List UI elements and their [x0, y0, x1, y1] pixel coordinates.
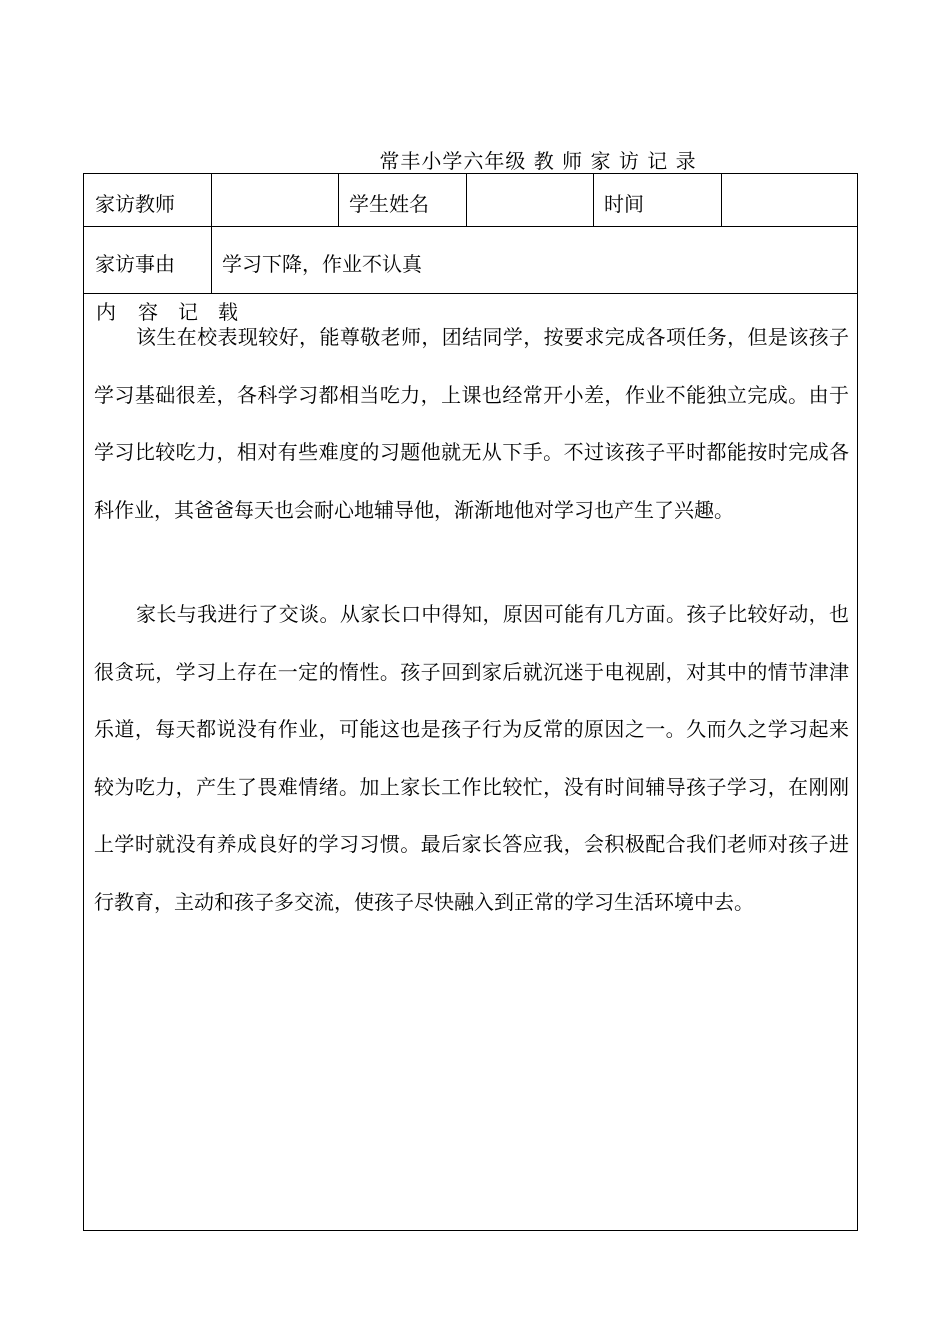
content-paragraph-2: 家长与我进行了交谈。从家长口中得知，原因可能有几方面。孩子比较好动，也很贪玩，学习上存在一定的惰性。孩子回到家后就沉迷于电视剧，对其中的情节津津乐道，每天都说没有作业，可能这也是孩子行为反常的原因之一。久而久之学习起来较为吃力，产生了畏难情绪。加上家长工作比较忙，没有时间辅导孩子学习，在刚刚上学时就没有养成良好的学习习惯。最后家长答应我，会积极配合我们老师对孩子进行教育，主动和孩子多交流，使孩子尽快融入到正常的学习生活环境中去。 — [94, 602, 849, 914]
reason-col-divider — [211, 226, 212, 293]
col-divider-5 — [721, 174, 722, 226]
reason-value: 学习下降，作业不认真 — [222, 252, 422, 276]
col-divider-2 — [338, 174, 339, 226]
row-divider-2 — [84, 293, 857, 294]
reason-label: 家访事由 — [95, 252, 175, 276]
content-label-char: 内 — [96, 300, 116, 324]
col-divider-3 — [466, 174, 467, 226]
col-divider-4 — [593, 174, 594, 226]
content-label-char: 记 — [178, 300, 198, 324]
row-divider-1 — [84, 226, 857, 227]
content-label-char: 容 — [138, 300, 158, 324]
document-title: 常丰小学六年级 教 师 家 访 记 录 — [379, 149, 697, 173]
time-label: 时间 — [604, 192, 644, 216]
teacher-label: 家访教师 — [95, 192, 175, 216]
visit-record-table — [83, 173, 858, 1231]
content-label-char: 载 — [218, 300, 238, 324]
student-name-label: 学生姓名 — [349, 192, 429, 216]
col-divider-1 — [211, 174, 212, 226]
content-paragraph-1: 该生在校表现较好，能尊敬老师，团结同学，按要求完成各项任务，但是该孩子学习基础很差，各科学习都相当吃力，上课也经常开小差，作业不能独立完成。由于学习比较吃力，相对有些难度的习题他就无从下手。不过该孩子平时都能按时完成各科作业，其爸爸每天也会耐心地辅导他，渐渐地他对学习也产生了兴趣。 — [94, 325, 849, 522]
